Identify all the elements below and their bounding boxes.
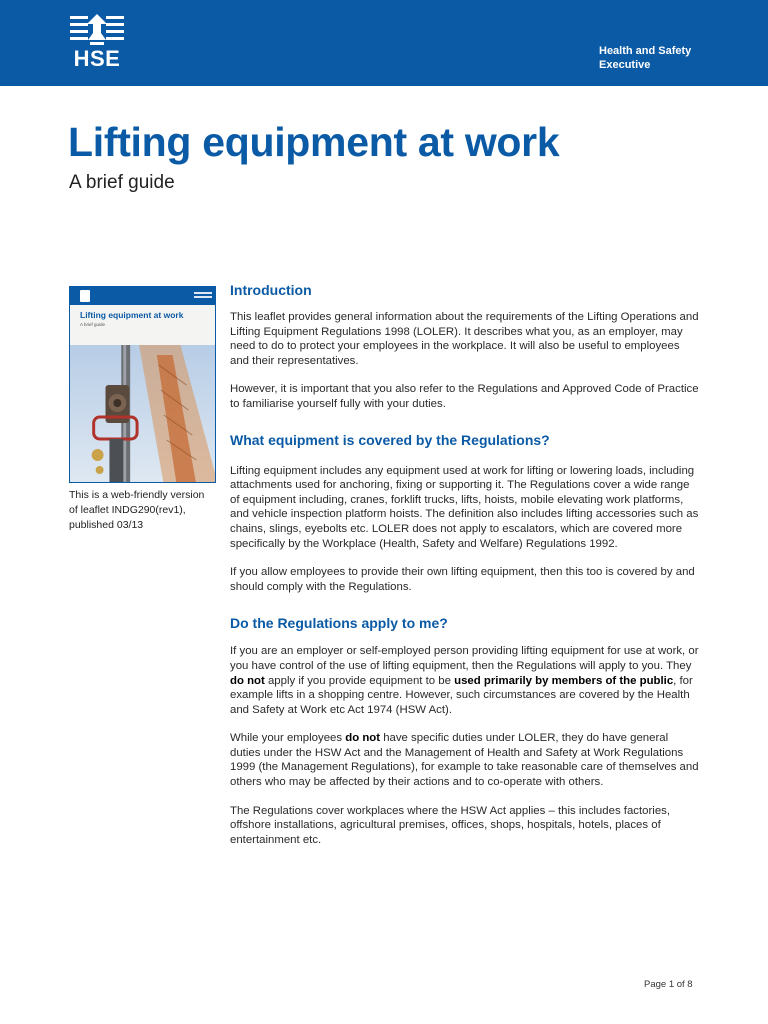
page-number: Page 1 of 8 [644,979,693,990]
apply-p2-text-a: While your employees [230,732,346,745]
cover-header-band [70,287,215,305]
header-banner [0,0,768,86]
cover-title: Lifting equipment at work [80,310,184,320]
cover-subtitle: A brief guide [80,322,106,327]
equipment-paragraph-1: Lifting equipment includes any equipment used at work for lifting or lowering loads, including attachments used for anchoring, fixing or supporting it. The Regulations cover a wide range of equipment including, cranes, forklift trucks, lifts, hoists, mobile elevating work platforms, and vehicle inspection platform hoists. The definition also includes lifting accessories such as chains, slings, eyebolts etc. LOLER does not apply to escalators, which are covered more specifically by the Workplace (Health, Safety and Welfare) Regulations 1992. [230,464,699,550]
org-name-line2: Executive [599,59,651,71]
apply-p1-emphasis-do-not: do not [230,674,265,687]
apply-p1-text-c: apply if you provide equipment to be [264,674,455,687]
apply-paragraph-1 [230,644,700,717]
leaflet-cover-thumbnail [69,286,216,483]
apply-p2-text-c: have specific duties under LOLER, they do have general duties under the HSW Act and the Management of Health and Safety at Work Regulations 1999 (the Management Regulations), for example to take reasonable care of themselves and others who may be affected by their actions and to co-operate with others. [230,732,699,789]
main-content [230,281,700,847]
apply-p1-emphasis-public: used primarily by members of the public [454,674,674,687]
section-heading-regulations-apply: Do the Regulations apply to me? [230,615,448,632]
cover-hse-logo-icon [80,290,90,302]
hse-logo-text: HSE [73,46,121,71]
apply-p1-text-e: , for example lifts in a shopping centre. However, such circumstances are covered by the Health and Safety at Work etc Act 1974 (HSW Act). [230,674,693,716]
page-subtitle: A brief guide [69,172,175,193]
page-title: Lifting equipment at work [68,119,560,165]
intro-paragraph-2: However, it is important that you also refer to the Regulations and Approved Code of Practice to familiarise yourself fully with your duties. [230,383,699,410]
apply-paragraph-2 [230,731,700,789]
hse-logo-icon [70,14,124,48]
equipment-paragraph-2: If you allow employees to provide their own lifting equipment, then this too is covered by and should comply with the Regulations. [230,566,695,593]
section-heading-equipment-covered: What equipment is covered by the Regulations? [230,431,550,448]
apply-p1-text-a: If you are an employer or self-employed person providing lifting equipment for use at work, or you have control of the use of lifting equipment, then the Regulations will apply to you. They [230,645,699,672]
cover-org-lines [194,292,212,294]
intro-paragraph-1: This leaflet provides general information about the requirements of the Lifting Operations and Lifting Equipment Regulations 1998 (LOLER). It describes what you, as an employer, may need to do to protect your employees in the workplace. It will also be useful to employees and their representatives. [230,311,699,367]
crane-photo-image [70,345,215,483]
apply-p2-emphasis-do-not: do not [345,732,381,745]
apply-paragraph-3: The Regulations cover workplaces where the HSW Act applies – this includes factories, offshore installations, agricultural premises, offices, shops, hospitals, hotels, places of entertainment etc. [230,804,671,846]
hse-logo [68,14,126,70]
section-heading-introduction: Introduction [230,282,312,298]
organisation-name [599,44,749,72]
org-name-line1: Health and Safety [599,45,692,57]
leaflet-version-caption: This is a web-friendly version of leaflet INDG290(rev1), published 03/13 [69,489,205,531]
